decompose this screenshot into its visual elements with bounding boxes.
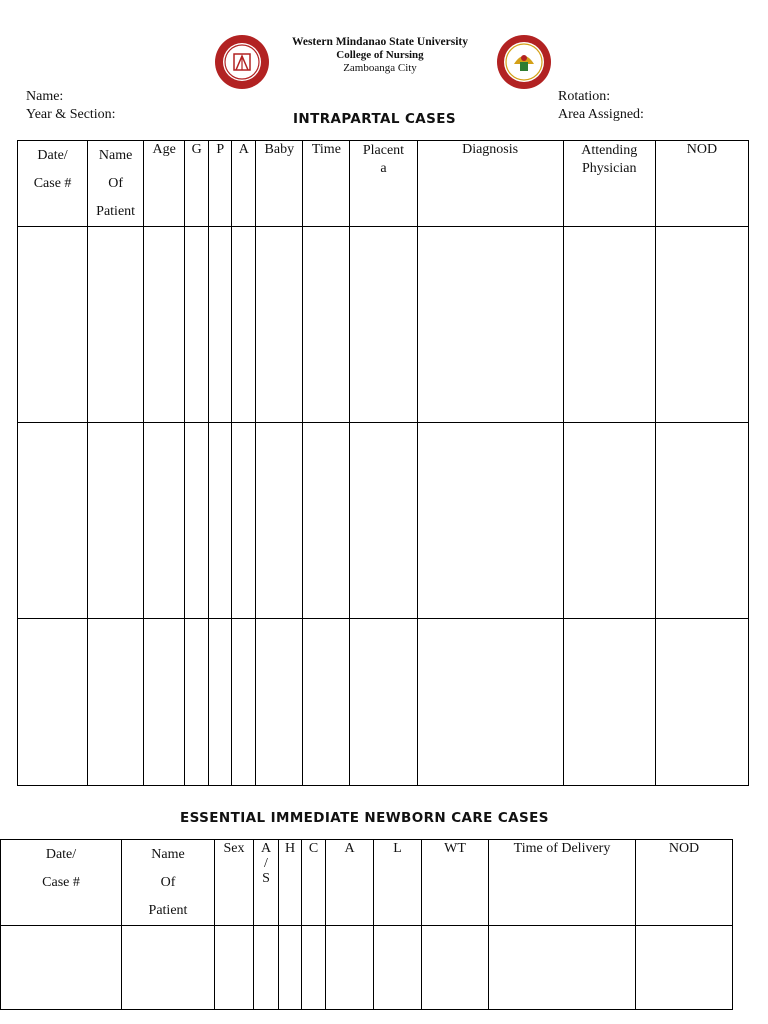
cell[interactable] [18,423,88,619]
cell[interactable] [303,619,350,786]
area-assigned-field-label: Area Assigned: [558,107,644,122]
header-diagnosis [417,141,563,227]
university-name: Western Mindanao State University [291,36,468,48]
city-name: Zamboanga City [343,62,417,74]
wmsu-seal-logo [214,34,270,90]
nb-header-c [302,840,326,926]
cell[interactable] [374,926,422,1010]
newborn-care-title: ESSENTIAL IMMEDIATE NEWBORN CARE CASES [180,810,549,826]
newborn-care-cases-table [0,839,733,1010]
header-patient-line: Patient [96,204,136,219]
nb-header-as-line2: / [264,856,268,871]
cell[interactable] [302,926,326,1010]
header-name-of-patient [88,141,144,227]
cell[interactable] [88,227,144,423]
nb-header-wt [422,840,489,926]
header-date-line: Date/ [37,148,68,163]
cell[interactable] [563,423,655,619]
cell[interactable] [185,619,209,786]
newborn-header-row [1,840,733,926]
nb-header-h-text: H [284,841,296,856]
table-row [18,619,749,786]
header-date-case [18,141,88,227]
intrapartal-cases-table [17,140,749,786]
cell[interactable] [655,227,748,423]
nb-header-tod-text: Time of Delivery [513,841,611,856]
nb-header-time-of-delivery [489,840,636,926]
header-name-line: Name [98,148,133,163]
nb-header-as-line1: A [260,841,272,856]
nb-header-l [374,840,422,926]
cell[interactable] [256,619,303,786]
nb-header-a [326,840,374,926]
year-section-field-label: Year & Section: [26,107,116,122]
cell[interactable] [144,619,185,786]
cell[interactable] [232,619,256,786]
header-diagnosis-text: Diagnosis [462,142,519,157]
header-attending-physician [563,141,655,227]
header-nod-text: NOD [686,142,718,157]
header-of-line: Of [108,176,124,191]
header-age-text: Age [152,142,176,157]
cell[interactable] [350,619,417,786]
cell[interactable] [303,227,350,423]
nb-header-as-line3: S [262,871,270,886]
cell[interactable] [256,227,303,423]
cell[interactable] [326,926,374,1010]
nb-header-nod [636,840,733,926]
cell[interactable] [209,227,232,423]
header-age [144,141,185,227]
nb-header-patient-line: Patient [148,903,188,918]
cell[interactable] [563,619,655,786]
cell[interactable] [185,423,209,619]
cell[interactable] [88,423,144,619]
cell[interactable] [636,926,733,1010]
header-time-text: Time [311,142,341,157]
cell[interactable] [417,619,563,786]
cell[interactable] [18,619,88,786]
header-p [209,141,232,227]
nb-header-of-line: Of [160,875,176,890]
cell[interactable] [422,926,489,1010]
table-row [1,926,733,1010]
cell[interactable] [122,926,215,1010]
header-placenta [350,141,417,227]
header-physician-line: Physician [582,161,637,176]
header-nod [655,141,748,227]
cell[interactable] [256,423,303,619]
header-placenta-line1: Placent [362,143,405,158]
cell[interactable] [279,926,302,1010]
header-a [232,141,256,227]
cell[interactable] [350,227,417,423]
header-baby-text: Baby [264,142,295,157]
nb-header-a-text: A [344,841,355,856]
cell[interactable] [350,423,417,619]
rotation-field-label: Rotation: [558,89,611,104]
header-attending-line: Attending [581,143,638,158]
cell[interactable] [303,423,350,619]
nb-header-h [279,840,302,926]
cell[interactable] [232,227,256,423]
name-field-label: Name: [26,89,64,104]
nb-header-name-of-patient [122,840,215,926]
cell[interactable] [232,423,256,619]
header-placenta-line2: a [380,161,387,176]
header-g [185,141,209,227]
cell[interactable] [417,227,563,423]
nb-header-a-s [254,840,279,926]
header-case-line: Case # [33,176,72,191]
header-a-text: A [238,142,249,157]
nb-header-name-line: Name [151,847,185,862]
cell[interactable] [655,423,748,619]
college-name: College of Nursing [336,49,424,61]
nb-header-date-case [1,840,122,926]
cell[interactable] [144,227,185,423]
nb-header-c-text: C [308,841,319,856]
nb-header-date-line: Date/ [45,847,77,862]
intrapartal-title: INTRAPARTAL CASES [293,111,456,127]
header-time [303,141,350,227]
cell[interactable] [254,926,279,1010]
nb-header-l-text: L [393,841,402,856]
cell[interactable] [185,227,209,423]
cell[interactable] [144,423,185,619]
nb-header-case-line: Case # [42,875,80,890]
nb-header-nod-text: NOD [668,841,700,856]
cell[interactable] [88,619,144,786]
header-g-text: G [191,142,202,157]
cell[interactable] [18,227,88,423]
cell[interactable] [489,926,636,1010]
cell[interactable] [209,423,232,619]
cell[interactable] [1,926,122,1010]
cell[interactable] [209,619,232,786]
cell[interactable] [563,227,655,423]
table-row [18,227,749,423]
cell[interactable] [215,926,254,1010]
document-header [0,34,768,94]
cell[interactable] [655,619,748,786]
nb-header-sex [215,840,254,926]
nb-header-wt-text: WT [444,841,466,856]
nb-header-sex-text: Sex [223,841,245,856]
cell[interactable] [417,423,563,619]
college-of-nursing-seal-logo [496,34,552,90]
header-p-text: P [216,142,225,157]
table-row [18,423,749,619]
header-baby [256,141,303,227]
institution-block [280,36,480,75]
intrapartal-header-row [18,141,749,227]
